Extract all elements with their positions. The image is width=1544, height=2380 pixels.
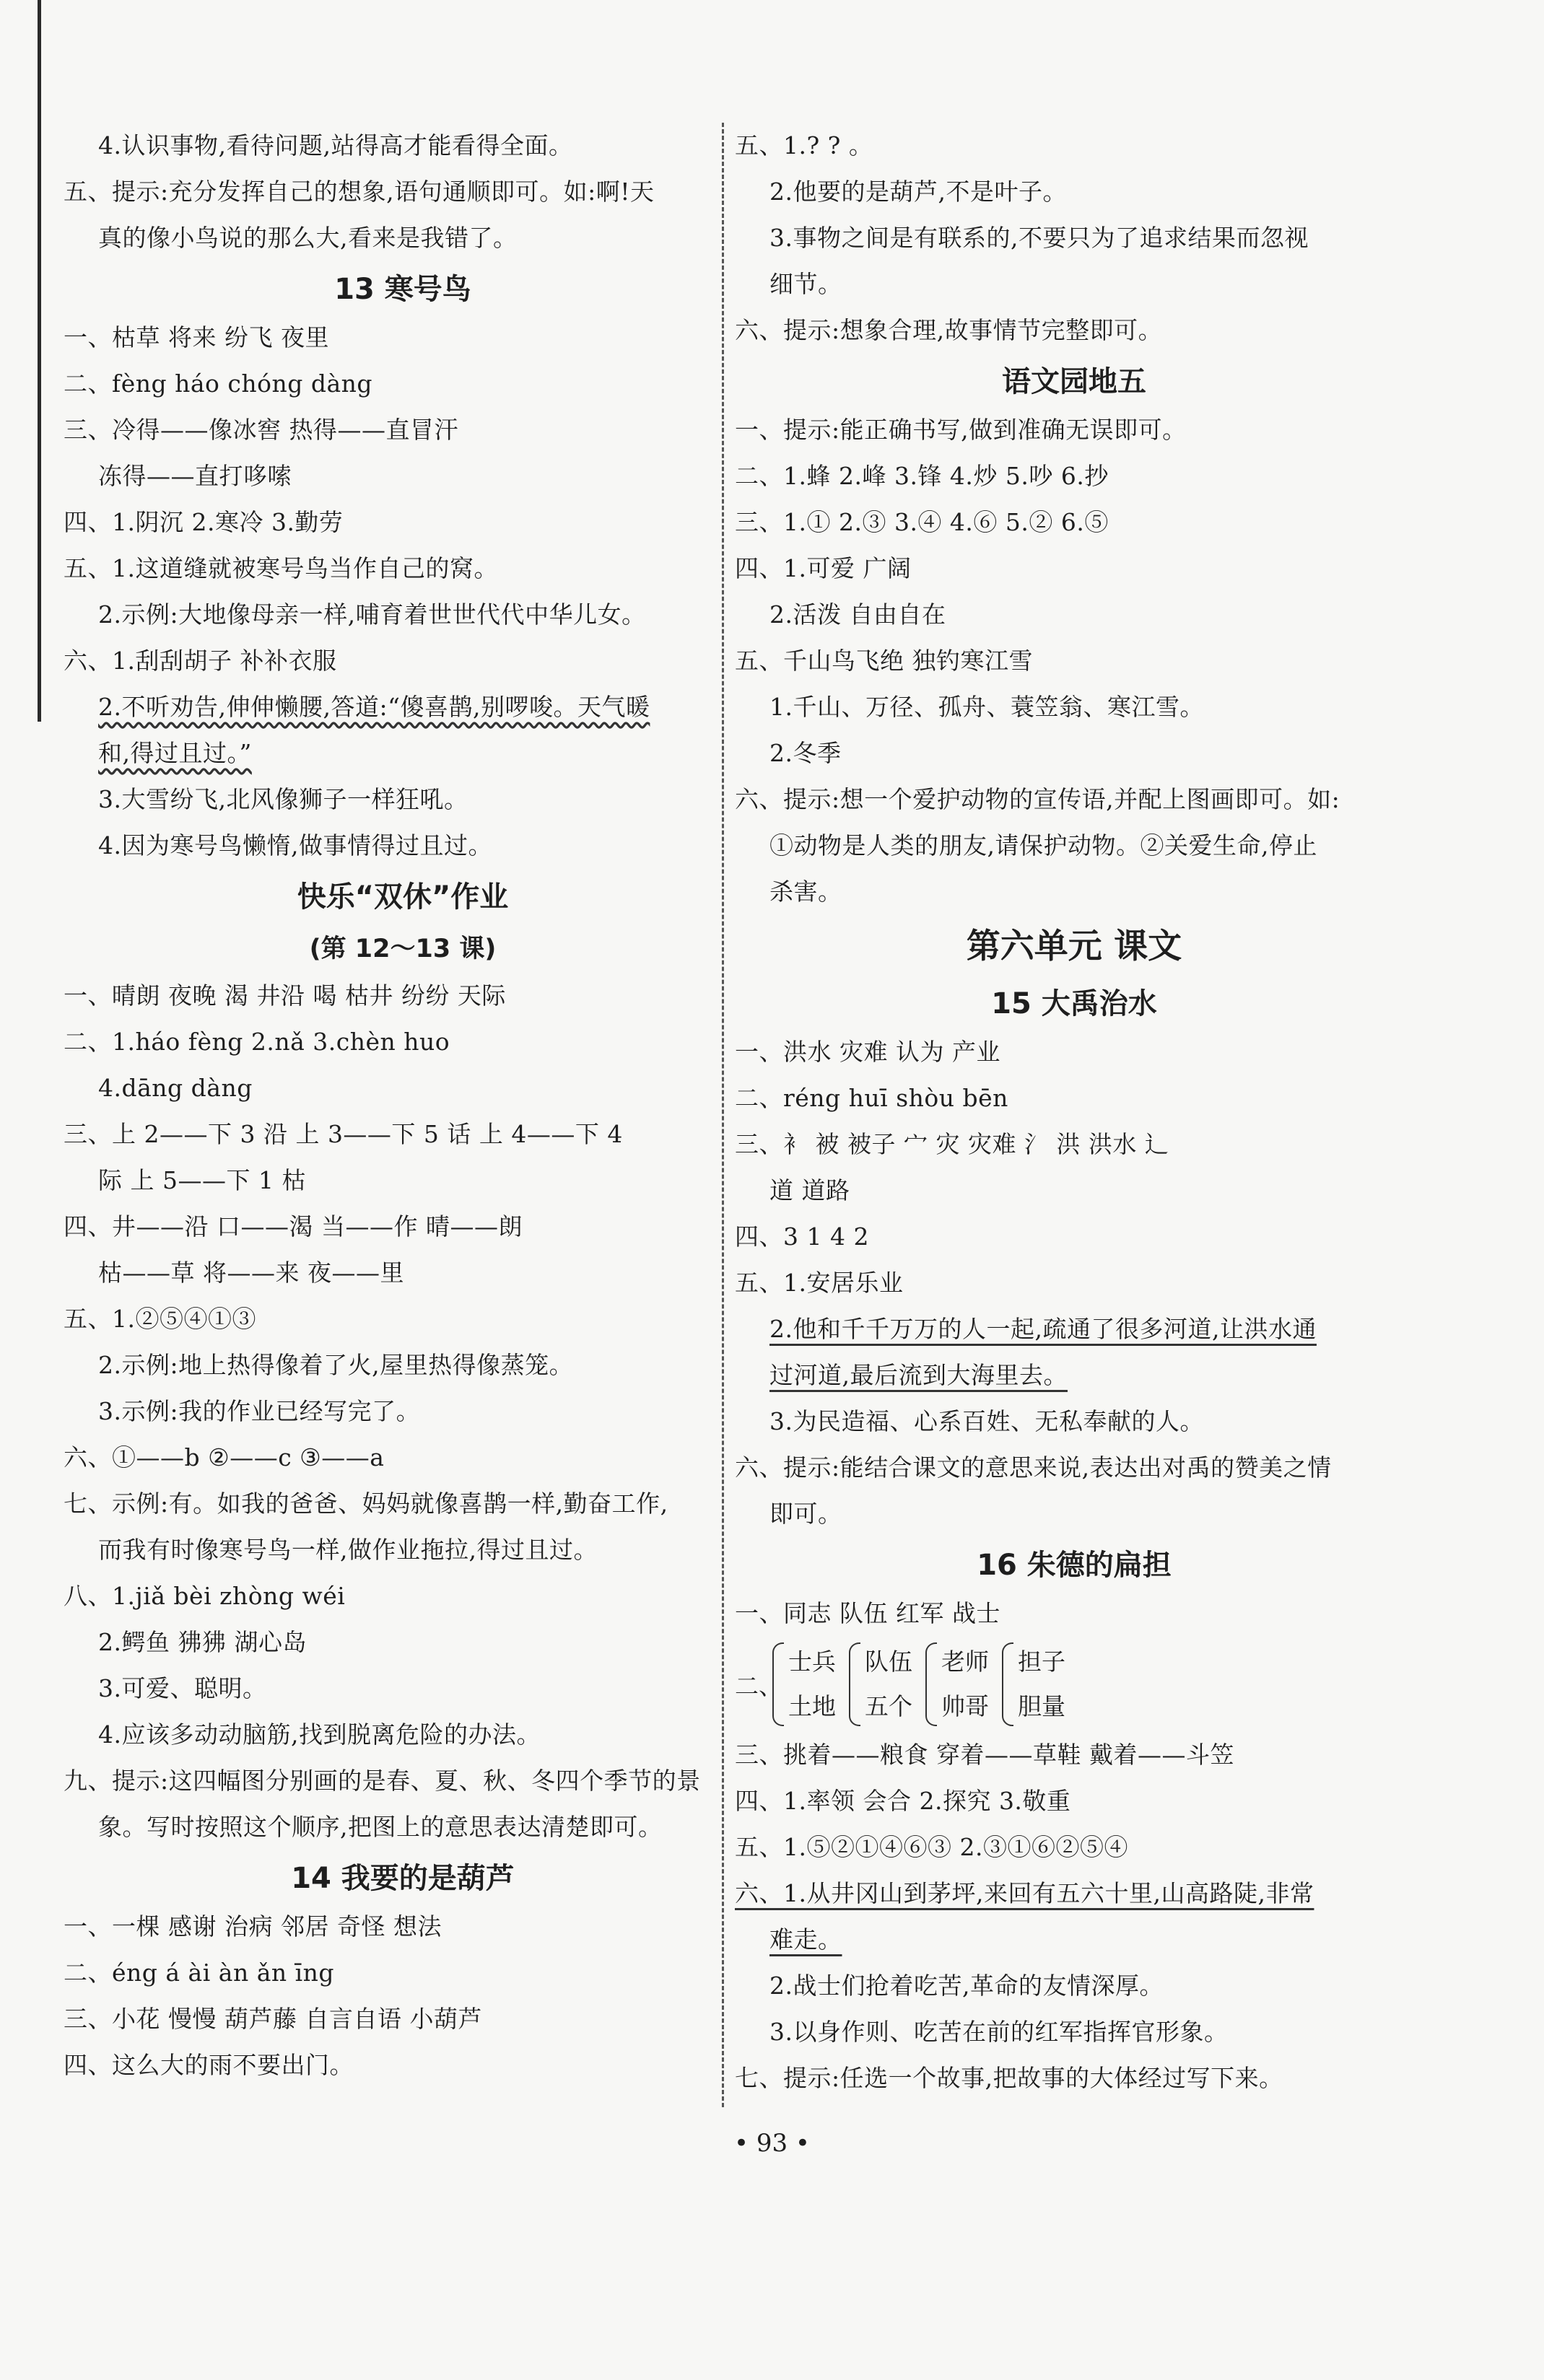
answer-text: 二、1.蜂 2.峰 3.锋 4.炒 5.吵 6.抄 <box>735 462 1109 490</box>
answer-line <box>64 1388 742 1435</box>
answer-line <box>735 407 1413 453</box>
answer-line <box>735 592 1413 638</box>
answer-line <box>64 546 742 592</box>
answer-text: 4.应该多动动脑筋,找到脱离危险的办法。 <box>98 1720 541 1749</box>
answer-text: 细节。 <box>769 270 842 298</box>
answer-text: 真的像小鸟说的那么大,看来是我错了。 <box>98 224 518 252</box>
answer-line <box>64 1950 742 1996</box>
answer-line <box>64 407 742 453</box>
answer-line <box>64 1065 742 1111</box>
answer-text: 冻得——直打哆嗦 <box>98 462 292 490</box>
answer-text: 四、1.阴沉 2.寒冷 3.勤劳 <box>64 508 344 536</box>
answer-text: 六、提示:能结合课文的意思来说,表达出对禹的赞美之情 <box>735 1453 1332 1482</box>
brace-word: 老师 <box>941 1648 989 1676</box>
answer-line <box>64 823 742 869</box>
answer-line <box>64 453 742 499</box>
answer-text: 六、①——b ②——c ③——a <box>64 1443 385 1471</box>
answer-text: 一、同志 队伍 红军 战士 <box>735 1599 1000 1627</box>
brace-group <box>772 1640 836 1729</box>
brace-group <box>1002 1640 1065 1729</box>
question-label: 二、 <box>735 1671 782 1700</box>
answer-text: 五、千山鸟飞绝 独钓寒江雪 <box>735 647 1033 675</box>
brace-answer-row <box>735 1637 1413 1732</box>
answer-text: 六、提示:想象合理,故事情节完整即可。 <box>735 316 1163 344</box>
brace-mark <box>925 1642 937 1726</box>
answer-line <box>735 869 1413 915</box>
answer-text: 五、1.这道缝就被寒号鸟当作自己的窝。 <box>64 554 498 582</box>
answer-text: 和,得过且过。” <box>98 739 252 767</box>
answer-line <box>735 453 1413 499</box>
answer-line <box>64 1204 742 1250</box>
answer-line <box>735 261 1413 307</box>
answer-text: 即可。 <box>769 1500 842 1528</box>
answer-text: 3.为民造福、心系百姓、无私奉献的人。 <box>769 1407 1204 1435</box>
answer-text: 六、1.从井冈山到茅坪,来回有五六十里,山高路陡,非常 <box>735 1879 1314 1907</box>
answer-line <box>64 361 742 407</box>
answer-text: 2.他要的是葫芦,不是叶子。 <box>769 178 1067 206</box>
answer-line <box>64 1712 742 1758</box>
answer-line <box>64 1573 742 1619</box>
answer-text: 三、挑着——粮食 穿着——草鞋 戴着——斗笠 <box>735 1741 1234 1769</box>
answer-line <box>64 730 742 776</box>
answer-text: 际 上 5——下 1 枯 <box>98 1166 306 1194</box>
answer-text: 四、1.率领 会合 2.探究 3.敬重 <box>735 1787 1071 1815</box>
brace-word: 队伍 <box>865 1648 912 1676</box>
brace-group <box>849 1640 912 1729</box>
answer-line <box>735 1963 1413 2009</box>
answer-line <box>64 2042 742 2088</box>
answer-line <box>64 684 742 730</box>
answer-text: 难走。 <box>769 1925 842 1954</box>
answer-text: 六、提示:想一个爱护动物的宣传语,并配上图画即可。如: <box>735 785 1340 813</box>
answer-text: 二、réng huī shòu bēn <box>735 1084 1008 1112</box>
answer-line <box>64 1758 742 1804</box>
answer-text: 过河道,最后流到大海里去。 <box>769 1361 1068 1389</box>
answer-line <box>735 1075 1413 1121</box>
answer-text: 杀害。 <box>769 878 842 906</box>
answer-line <box>64 1804 742 1850</box>
brace-group <box>925 1640 989 1729</box>
answer-text: 3.以身作则、吃苦在前的红军指挥官形象。 <box>769 2018 1229 2046</box>
answer-text: 4.认识事物,看待问题,站得高才能看得全面。 <box>98 131 573 159</box>
brace-mark <box>1002 1642 1013 1726</box>
answer-line <box>64 1019 742 1065</box>
answer-line <box>64 215 742 261</box>
answer-line <box>735 1121 1413 1168</box>
answer-text: 四、3 1 4 2 <box>735 1222 869 1251</box>
answer-text: 3.大雪纷飞,北风像狮子一样狂吼。 <box>98 785 468 813</box>
answer-line <box>735 1399 1413 1445</box>
brace-mark <box>772 1642 784 1726</box>
answer-line <box>735 307 1413 354</box>
section-heading: 第六单元 课文 <box>966 927 1182 966</box>
answer-line <box>64 1996 742 2042</box>
answer-text: 2.他和千千万万的人一起,疏通了很多河道,让洪水通 <box>769 1315 1317 1343</box>
answer-text: 3.可爱、聪明。 <box>98 1674 267 1702</box>
answer-text: 五、1.②⑤④①③ <box>64 1305 256 1333</box>
answer-text: 2.鳄鱼 狒狒 湖心岛 <box>98 1628 307 1656</box>
answer-text: 而我有时像寒号鸟一样,做作业拖拉,得过且过。 <box>98 1536 598 1564</box>
answer-text: 四、1.可爱 广阔 <box>735 554 912 582</box>
answer-text: 八、1.jiǎ bèi zhòng wéi <box>64 1582 346 1610</box>
answer-line <box>64 1619 742 1666</box>
answer-line <box>64 1342 742 1388</box>
answer-line <box>735 730 1413 776</box>
answer-line <box>64 1111 742 1158</box>
right-column <box>735 123 1413 2101</box>
section-subheading: (第 12～13 课) <box>309 935 497 963</box>
section-heading: 语文园地五 <box>1002 365 1146 398</box>
answer-line <box>735 638 1413 684</box>
answer-line <box>735 2055 1413 2101</box>
answer-text: 一、一棵 感谢 治病 邻居 奇怪 想法 <box>64 1912 442 1941</box>
answer-line <box>735 776 1413 823</box>
answer-line <box>735 1445 1413 1491</box>
answer-line <box>64 169 742 215</box>
section-heading: 13 寒号鸟 <box>334 273 471 306</box>
answer-text: 一、洪水 灾难 认为 产业 <box>735 1038 1000 1066</box>
answer-line <box>64 1904 742 1950</box>
answer-text: 2.示例:大地像母亲一样,哺育着世世代代中华儿女。 <box>98 600 646 629</box>
left-column <box>64 123 742 2088</box>
brace-word: 担子 <box>1018 1648 1065 1676</box>
section-heading: 15 大禹治水 <box>991 987 1157 1020</box>
answer-line <box>735 169 1413 215</box>
answer-line <box>735 1732 1413 1778</box>
answer-text: 2.战士们抢着吃苦,革命的友情深厚。 <box>769 1972 1164 2000</box>
answer-line <box>735 823 1413 869</box>
answer-line <box>735 1778 1413 1824</box>
answer-text: 四、井——沿 口——渴 当——作 晴——朗 <box>64 1212 523 1241</box>
answer-line <box>64 499 742 546</box>
answer-text: 4.因为寒号鸟懒惰,做事情得过且过。 <box>98 831 492 859</box>
answer-line <box>64 1296 742 1342</box>
answer-text: 一、提示:能正确书写,做到准确无误即可。 <box>735 416 1187 444</box>
answer-line <box>64 1250 742 1296</box>
brace-word: 帅哥 <box>941 1692 989 1720</box>
answer-text: 五、提示:充分发挥自己的想象,语句通顺即可。如:啊!天 <box>64 178 655 206</box>
answer-text: 三、衤 被 被子 宀 灾 灾难 氵 洪 洪水 辶 <box>735 1130 1169 1158</box>
answer-text: 象。写时按照这个顺序,把图上的意思表达清楚即可。 <box>98 1813 663 1841</box>
brace-word: 土地 <box>788 1692 836 1720</box>
section-heading: 16 朱德的扁担 <box>977 1549 1172 1582</box>
answer-text: 五、1.⑤②①④⑥③ 2.③①⑥②⑤④ <box>735 1833 1128 1861</box>
answer-text: 七、示例:有。如我的爸爸、妈妈就像喜鹊一样,勤奋工作, <box>64 1489 668 1518</box>
answer-text: 2.冬季 <box>769 739 842 767</box>
answer-line <box>735 1214 1413 1260</box>
answer-line <box>735 1871 1413 1917</box>
answer-text: 4.dāng dàng <box>98 1074 253 1102</box>
answer-line <box>64 1435 742 1481</box>
answer-line <box>735 499 1413 546</box>
answer-text: 2.活泼 自由自在 <box>769 600 946 629</box>
answer-text: 六、1.刮刮胡子 补补衣服 <box>64 647 337 675</box>
answer-line <box>64 776 742 823</box>
answer-line <box>735 684 1413 730</box>
section-heading: 快乐“双休”作业 <box>297 880 509 914</box>
brace-word: 胆量 <box>1018 1692 1065 1720</box>
answer-line <box>64 592 742 638</box>
answer-text: 七、提示:任选一个故事,把故事的大体经过写下来。 <box>735 2064 1283 2092</box>
answer-line <box>735 123 1413 169</box>
answer-line <box>735 1917 1413 1963</box>
answer-text: 3.示例:我的作业已经写完了。 <box>98 1397 421 1425</box>
answer-line <box>64 1666 742 1712</box>
answer-line <box>735 215 1413 261</box>
answer-text: 枯——草 将——来 夜——里 <box>98 1259 404 1287</box>
brace-word: 五个 <box>865 1692 912 1720</box>
answer-text: 三、上 2——下 3 沿 上 3——下 5 话 上 4——下 4 <box>64 1120 623 1148</box>
answer-line <box>64 315 742 361</box>
answer-text: 一、晴朗 夜晚 渴 井沿 喝 枯井 纷纷 天际 <box>64 981 506 1010</box>
answer-line <box>64 1527 742 1573</box>
answer-text: 四、这么大的雨不要出门。 <box>64 2051 354 2079</box>
answer-text: 三、冷得——像冰窖 热得——直冒汗 <box>64 416 458 444</box>
answer-line <box>735 1029 1413 1075</box>
answer-line <box>735 2009 1413 2055</box>
answer-text: 五、1.? ? 。 <box>735 131 873 159</box>
answer-text: 2.不听劝告,伸伸懒腰,答道:“傻喜鹊,别啰唆。天气暖 <box>98 693 650 721</box>
answer-line <box>64 1158 742 1204</box>
answer-line <box>735 1260 1413 1306</box>
answer-text: 九、提示:这四幅图分别画的是春、夏、秋、冬四个季节的景 <box>64 1767 701 1795</box>
answer-line <box>735 1491 1413 1537</box>
answer-line <box>64 638 742 684</box>
answer-text: 二、1.háo fèng 2.nǎ 3.chèn huo <box>64 1028 450 1056</box>
answer-line <box>735 1591 1413 1637</box>
answer-text: 二、éng á ài àn ǎn īng <box>64 1959 335 1987</box>
answer-line <box>64 973 742 1019</box>
answer-text: 三、1.① 2.③ 3.④ 4.⑥ 5.② 6.⑤ <box>735 508 1109 536</box>
answer-line <box>64 1481 742 1527</box>
answer-text: 道 道路 <box>769 1176 850 1204</box>
answer-text: 五、1.安居乐业 <box>735 1269 904 1297</box>
answer-text: 三、小花 慢慢 葫芦藤 自言自语 小葫芦 <box>64 2005 482 2033</box>
answer-line <box>735 1352 1413 1399</box>
page-number: • 93 • <box>734 2129 810 2158</box>
answer-line <box>735 1168 1413 1214</box>
binding-line <box>38 0 41 722</box>
brace-mark <box>849 1642 860 1726</box>
answer-text: 1.千山、万径、孤舟、蓑笠翁、寒江雪。 <box>769 693 1204 721</box>
answer-line <box>735 1824 1413 1871</box>
section-heading: 14 我要的是葫芦 <box>291 1862 515 1895</box>
answer-text: 2.示例:地上热得像着了火,屋里热得像蒸笼。 <box>98 1351 574 1379</box>
answer-line <box>735 1306 1413 1352</box>
brace-word: 士兵 <box>788 1648 836 1676</box>
answer-line <box>64 123 742 169</box>
answer-text: ①动物是人类的朋友,请保护动物。②关爱生命,停止 <box>769 831 1317 859</box>
answer-line <box>735 546 1413 592</box>
answer-text: 二、fèng háo chóng dàng <box>64 369 373 398</box>
answer-text: 3.事物之间是有联系的,不要只为了追求结果而忽视 <box>769 224 1309 252</box>
answer-text: 一、枯草 将来 纷飞 夜里 <box>64 323 329 351</box>
